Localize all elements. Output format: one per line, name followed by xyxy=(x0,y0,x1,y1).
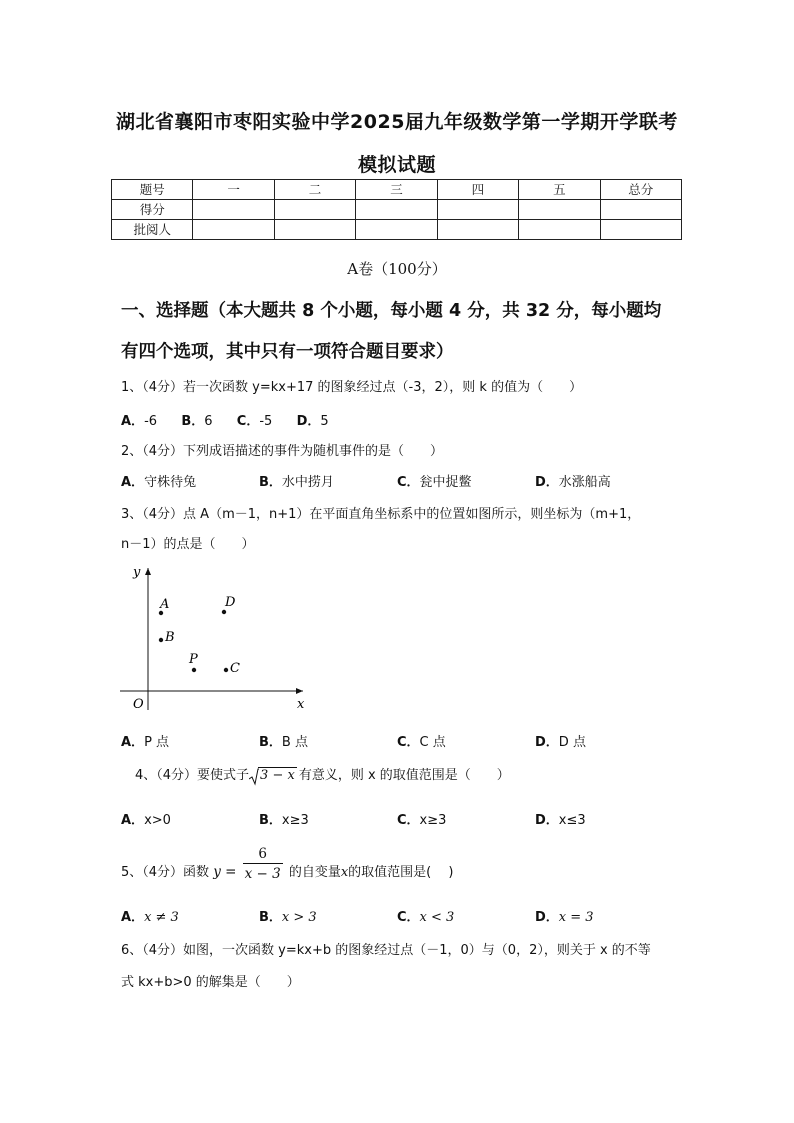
score-cell[interactable] xyxy=(193,220,274,240)
score-cell[interactable] xyxy=(600,220,681,240)
question-6-stem-line2: 式 kx+b>0 的解集是（ ） xyxy=(121,975,300,990)
option-b[interactable]: B．x≥3 xyxy=(259,813,309,828)
score-cell[interactable] xyxy=(274,220,355,240)
question-2-stem: 2、（4分）下列成语描述的事件为随机事件的是（ ） xyxy=(121,444,444,459)
score-header-cell: 总分 xyxy=(600,180,681,200)
option-d[interactable]: D．D 点 xyxy=(535,735,586,750)
score-row-label: 批阅人 xyxy=(112,220,193,240)
score-header-cell: 四 xyxy=(437,180,518,200)
option-b[interactable]: B．x > 3 xyxy=(259,910,317,925)
point-c xyxy=(224,668,228,672)
point-d-label: D xyxy=(225,595,236,610)
option-c[interactable]: C．瓮中捉鳖 xyxy=(397,475,472,490)
sqrt-expression: 3 − x xyxy=(249,768,297,783)
score-cell[interactable] xyxy=(274,200,355,220)
score-cell[interactable] xyxy=(437,200,518,220)
option-b[interactable]: B．B 点 xyxy=(259,735,308,750)
option-d[interactable]: D．x≤3 xyxy=(535,813,586,828)
option-d[interactable]: D．水涨船高 xyxy=(535,475,611,490)
option-c[interactable]: C．-5 xyxy=(236,414,273,429)
question-3-stem-line2: n－1）的点是（ ） xyxy=(121,537,255,552)
x-axis-label: x xyxy=(297,697,305,712)
score-cell[interactable] xyxy=(437,220,518,240)
score-cell[interactable] xyxy=(519,200,600,220)
score-cell[interactable] xyxy=(356,200,437,220)
page-title: 湖北省襄阳市枣阳实验中学2025届九年级数学第一学期开学联考 xyxy=(116,111,678,133)
score-table xyxy=(111,179,682,240)
point-p xyxy=(192,668,196,672)
point-p-label: P xyxy=(189,652,198,667)
point-b-label: B xyxy=(165,630,175,645)
score-header-cell: 题号 xyxy=(112,180,193,200)
score-table-row xyxy=(112,200,682,220)
question-1-options xyxy=(121,410,329,429)
score-row-label: 得分 xyxy=(112,200,193,220)
score-cell[interactable] xyxy=(193,200,274,220)
score-header-cell: 五 xyxy=(519,180,600,200)
page-subtitle: 模拟试题 xyxy=(357,154,436,176)
point-b xyxy=(159,638,163,642)
option-b[interactable]: B．6 xyxy=(181,414,213,429)
option-a[interactable]: A．-6 xyxy=(121,414,158,429)
option-a[interactable]: A．x ≠ 3 xyxy=(121,910,179,925)
score-table-header-row xyxy=(112,180,682,200)
question-6-stem-line1: 6、（4分）如图，一次函数 y=kx+b 的图象经过点（－1，0）与（0，2），则关于 x 的不等 xyxy=(121,943,651,958)
question-3-stem-line1: 3、（4分）点 A（m－1，n+1）在平面直角坐标系中的位置如图所示，则坐标为（m+1， xyxy=(121,507,641,522)
score-table-row xyxy=(112,220,682,240)
point-a-label: A xyxy=(160,597,170,612)
option-c[interactable]: C．C 点 xyxy=(397,735,446,750)
score-cell[interactable] xyxy=(356,220,437,240)
point-d xyxy=(222,610,226,614)
point-c-label: C xyxy=(230,661,240,676)
section-heading-line2: 有四个选项，其中只有一项符合题目要求） xyxy=(121,342,454,362)
question-4-stem: 4、（4分）要使式子 3 − x 有意义，则 x 的取值范围是（ ） xyxy=(135,768,510,783)
volume-title: A卷（100分） xyxy=(347,260,447,278)
question-1-stem: 1、（4分）若一次函数 y=kx+17 的图象经过点（-3，2），则 k 的值为（ ） xyxy=(121,380,583,395)
score-header-cell: 一 xyxy=(193,180,274,200)
score-header-cell: 二 xyxy=(274,180,355,200)
score-cell[interactable] xyxy=(519,220,600,240)
option-a[interactable]: A．守株待兔 xyxy=(121,475,197,490)
option-c[interactable]: C．x < 3 xyxy=(397,910,455,925)
option-a[interactable]: A．P 点 xyxy=(121,735,170,750)
fraction: $\frac{6}{x - 3}$ xyxy=(244,846,281,882)
question-3-figure xyxy=(115,560,315,720)
option-d[interactable]: D．5 xyxy=(296,414,329,429)
score-cell[interactable] xyxy=(600,200,681,220)
question-5-stem: 5、（4分）函数 y = $\frac{6}{x - 3}$ 的自变量x的取值范围是( ) xyxy=(121,846,454,882)
score-header-cell: 三 xyxy=(356,180,437,200)
option-a[interactable]: A．x>0 xyxy=(121,813,171,828)
section-heading-line1: 一、选择题（本大题共 8 个小题，每小题 4 分，共 32 分，每小题均 xyxy=(121,301,662,321)
option-b[interactable]: B．水中捞月 xyxy=(259,475,334,490)
origin-label: O xyxy=(133,697,144,712)
option-d[interactable]: D．x = 3 xyxy=(535,910,594,925)
y-axis-label: y xyxy=(133,565,141,580)
option-c[interactable]: C．x≥3 xyxy=(397,813,447,828)
